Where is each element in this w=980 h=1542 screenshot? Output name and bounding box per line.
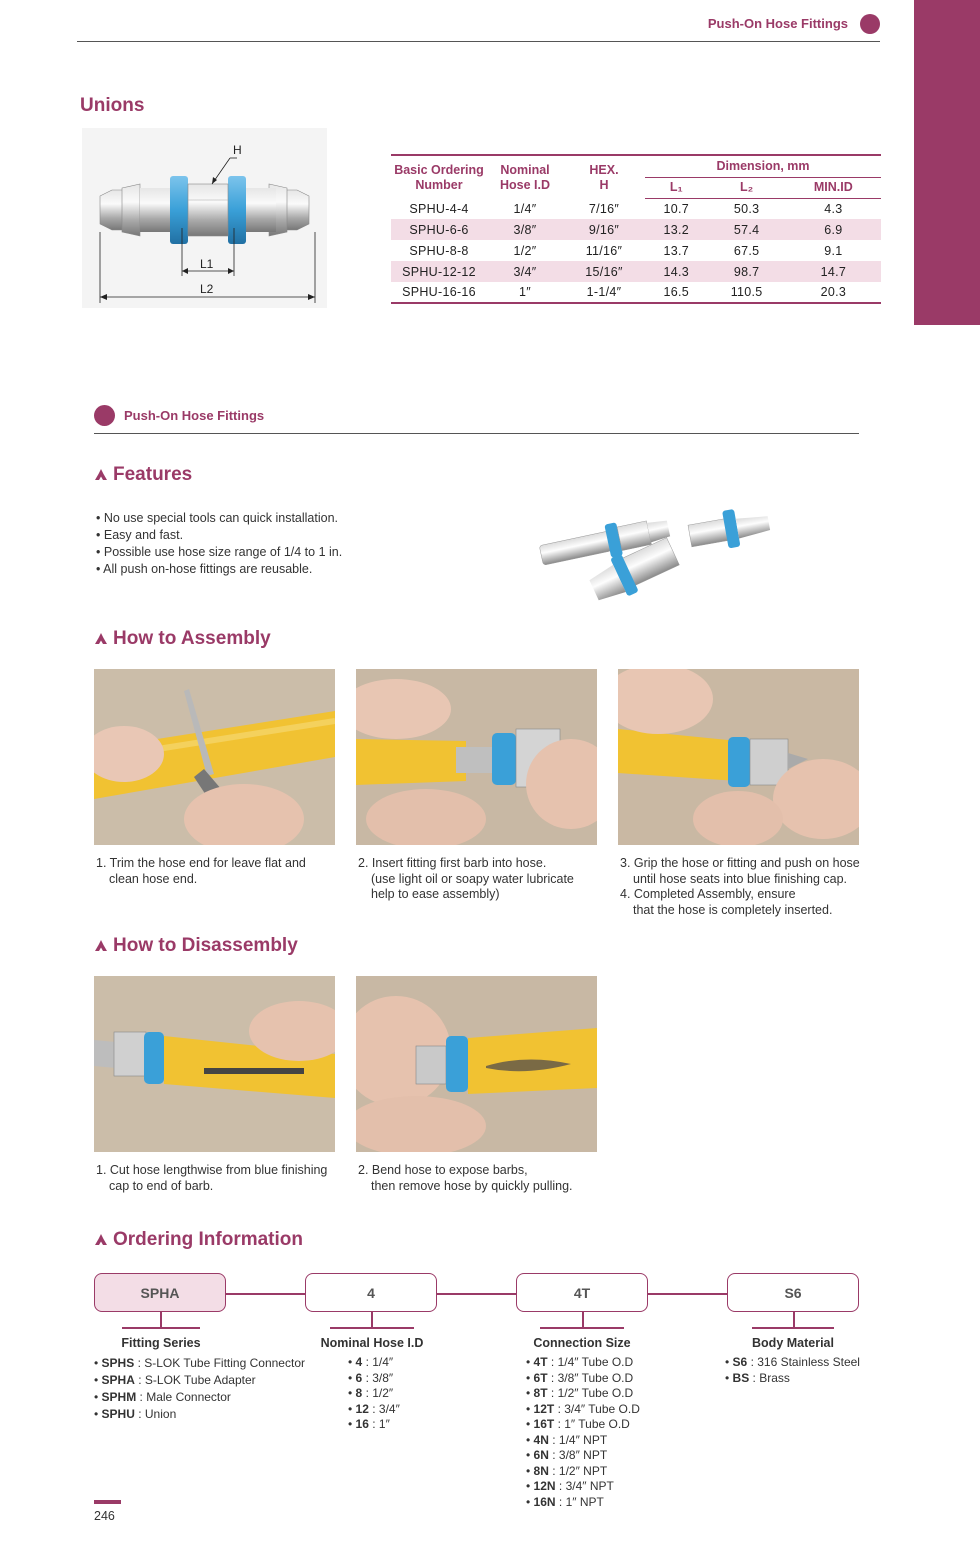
material-options [725,1355,860,1386]
order-box-connection: 4T [516,1273,648,1312]
table-cell: 11/16″ [585,243,623,258]
table-row [391,240,881,261]
chapter-tab [914,0,980,325]
tick [793,1312,795,1328]
table-cell: SPHU-6-6 [391,219,487,240]
bullet-mark-icon [94,632,108,646]
table-cell: 67.5 [733,243,760,258]
option-item: • 6T : 3/8″ Tube O.D [526,1370,634,1385]
table-cell: 13.2 [645,219,708,240]
table-cell: 14.3 [645,261,708,282]
table-cell: 13.7 [663,243,690,258]
option-item: • SPHU : Union [94,1407,177,1421]
option-item: • SPHS : S-LOK Tube Fitting Connector [94,1356,305,1370]
table-cell: 15/16″ [563,261,645,282]
table-cell: SPHU-12-12 [391,261,487,282]
table-cell: 14.7 [786,261,881,282]
fittings-product-photo [530,488,780,613]
bullet-mark-icon [94,939,108,953]
label-bar [752,1327,834,1329]
unions-title: Unions [80,95,145,116]
option-item: • 12 : 3/4″ [348,1401,400,1416]
order-box-material: S6 [727,1273,859,1312]
table-cell: 1/4″ [513,201,537,216]
option-item: • 4 : 1/4″ [348,1355,394,1369]
header-title: Push-On Hose Fittings [707,16,848,31]
table-cell: 98.7 [708,261,786,282]
disassembly-step-1: 1. Cut hose lengthwise from blue finishing cap to end of barb. [96,1163,328,1193]
table-row [391,198,881,219]
label-bar [540,1327,624,1329]
connector-line [437,1293,517,1295]
label-body-material: Body Material [752,1336,834,1350]
table-cell: 1/2″ [513,243,537,258]
assembly-step-3-4: 3. Grip the hose or fitting and push on hose until hose seats into blue finishing cap. 4. Completed Assembly, ensure that the hose is completely inserted. [620,856,860,917]
assembly-photo-1 [94,669,335,845]
table-cell: SPHU-16-16 [391,282,487,303]
option-item: • 12T : 3/4″ Tube O.D [526,1401,640,1416]
assembly-step-2: 2. Insert fitting first barb into hose. (use light oil or soapy water lubricate help to ease assembly) [358,856,574,901]
label-bar [122,1327,200,1329]
table-cell: 1-1/4″ [563,282,645,303]
option-item: • 6N : 3/8″ NPT [526,1448,608,1462]
table-cell: 110.5 [708,282,786,303]
unions-spec-table [391,154,881,304]
label-bar [330,1327,414,1329]
union-drawing [82,128,327,308]
assembly-photo-3 [618,669,859,845]
connector-line [648,1293,728,1295]
table-cell: 57.4 [708,219,786,240]
option-item: • 8T : 1/2″ Tube O.D [526,1386,634,1400]
option-item: • 16T : 1″ Tube O.D [526,1417,630,1431]
header-rule [77,41,880,42]
table-cell: 9/16″ [563,219,645,240]
option-item: • 8N : 1/2″ NPT [526,1463,608,1478]
disassembly-photo-1 [94,976,335,1152]
option-item: • 4T : 1/4″ Tube O.D [526,1355,634,1369]
features-list [96,510,342,578]
table-cell: 4.3 [824,201,843,216]
section-rule [94,433,859,434]
table-cell: 20.3 [786,282,881,303]
label-l1: L1 [200,257,214,271]
feature-item: • Possible use hose size range of 1/4 to 1 in. [96,544,342,561]
option-item: • 4N : 1/4″ NPT [526,1432,608,1447]
section-dot [94,405,115,426]
feature-item: • No use special tools can quick installation. [96,510,342,527]
disassembly-heading: How to Disassembly [94,935,298,957]
page-bar [94,1500,121,1504]
tick [160,1312,162,1328]
th-hose: Nominal Hose I.D [487,155,563,198]
option-item: • 8 : 1/2″ [348,1386,394,1400]
header-dot [860,14,880,34]
option-item: • 12N : 3/4″ NPT [526,1479,614,1493]
th-minid: MIN.ID [786,177,881,198]
table-cell: 3/4″ [487,261,563,282]
option-item: • SPHM : Male Connector [94,1390,231,1404]
disassembly-step-2: 2. Bend hose to expose barbs, then remove hose by quickly pulling. [358,1163,573,1193]
th-l1: L₁ [645,177,708,198]
assembly-heading: How to Assembly [94,628,271,650]
bullet-mark-icon [94,1233,108,1247]
table-cell: SPHU-8-8 [409,243,469,258]
series-options [94,1355,305,1423]
tick [582,1312,584,1328]
connection-options [526,1355,640,1510]
bullet-mark-icon [94,468,108,482]
features-heading: Features [94,464,192,486]
option-item: • 16 : 1″ [348,1417,390,1431]
label-l2: L2 [200,282,214,296]
table-cell: 50.3 [733,201,760,216]
feature-item: • Easy and fast. [96,527,342,544]
table-row [391,219,881,240]
assembly-step-1: 1. Trim the hose end for leave flat and clean hose end. [96,856,306,886]
table-cell: 7/16″ [588,201,620,216]
label-fitting-series: Fitting Series [121,1336,201,1350]
hose-options [348,1355,400,1433]
table-cell: 3/8″ [487,219,563,240]
ordering-heading: Ordering Information [94,1229,303,1251]
table-cell: 6.9 [786,219,881,240]
option-item: • 16N : 1″ NPT [526,1494,604,1509]
table-cell: SPHU-4-4 [409,201,469,216]
assembly-photo-2 [356,669,597,845]
option-item: • S6 : 316 Stainless Steel [725,1355,860,1369]
table-cell: 1″ [487,282,563,303]
order-box-hose: 4 [305,1273,437,1312]
order-box-series: SPHA [94,1273,226,1312]
feature-item: • All push on-hose fittings are reusable. [96,561,342,578]
table-cell: 16.5 [645,282,708,303]
option-item: • SPHA : S-LOK Tube Adapter [94,1373,256,1387]
section-title: Push-On Hose Fittings [124,408,265,423]
option-item: • 6 : 3/8″ [348,1370,394,1385]
th-order: Basic Ordering Number [391,155,487,198]
option-item: • BS : Brass [725,1370,790,1385]
table-cell: 9.1 [824,243,843,258]
table-row [391,282,881,303]
table-cell: 10.7 [663,201,690,216]
connector-line [226,1293,306,1295]
th-l2: L₂ [708,177,786,198]
label-connection-size: Connection Size [533,1336,631,1350]
page-number: 246 [94,1509,115,1523]
label-nominal-hose: Nominal Hose I.D [320,1336,424,1350]
disassembly-photo-2 [356,976,597,1152]
th-dimension: Dimension, mm [645,155,881,177]
union-fitting-illustration [82,128,327,308]
th-hex: HEX. H [563,155,645,198]
label-h: H [233,143,242,157]
table-row [391,261,881,282]
tick [371,1312,373,1328]
